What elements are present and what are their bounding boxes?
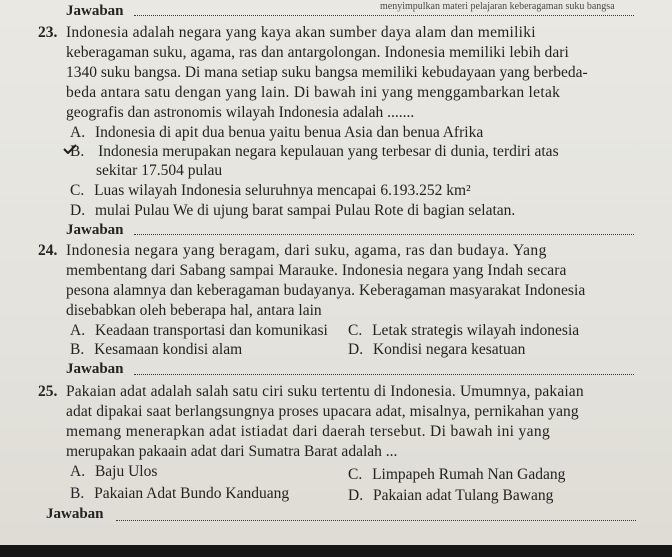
answer-label: Jawaban [46, 506, 104, 522]
option-c[interactable] [348, 466, 565, 483]
option-text: Luas wilayah Indonesia seluruhnya mencapai 6.193.252 km² [94, 182, 471, 199]
option-c[interactable] [348, 322, 579, 339]
option-d[interactable] [70, 202, 515, 219]
option-d[interactable] [348, 341, 525, 358]
question-text-line: Indonesia adalah negara yang kaya akan sumber daya alam dan memiliki [66, 24, 536, 41]
top-note-text: menyimpulkan materi pelajaran keberagaman suku bangsa [380, 1, 615, 12]
option-d[interactable] [348, 487, 553, 504]
option-b[interactable] [70, 341, 242, 358]
answer-label: Jawaban [66, 361, 124, 377]
option-text: mulai Pulau We di ujung barat sampai Pulau Rote di bagian selatan. [94, 202, 516, 219]
answer-line[interactable] [116, 520, 636, 521]
question-text-line: membentang dari Sabang sampai Marauke. Indonesia negara yang Indah secara [66, 262, 567, 279]
option-text: Pakaian Adat Bundo Kanduang [94, 485, 290, 502]
option-text: Indonesia merupakan negara kepulauan yang terbesar di dunia, terdiri atas [98, 143, 559, 160]
option-letter: A. [70, 463, 86, 480]
option-letter: B. [70, 485, 85, 502]
option-text: Kondisi negara kesatuan [372, 341, 526, 358]
answer-line[interactable] [134, 15, 634, 16]
option-a[interactable] [70, 463, 157, 480]
option-letter: C. [348, 322, 363, 339]
option-text: Limpapeh Rumah Nan Gadang [372, 466, 566, 483]
question-text-line: Pakaian adat adalah salah satu ciri suku tertentu di Indonesia. Umumnya, pakaian [66, 383, 584, 400]
answer-line[interactable] [134, 234, 634, 235]
option-letter: D. [70, 202, 86, 219]
answer-label: Jawaban [66, 3, 124, 19]
option-letter: D. [348, 341, 364, 358]
answer-label: Jawaban [66, 222, 124, 238]
option-text: Kesamaan kondisi alam [94, 341, 243, 358]
option-letter: C. [348, 466, 363, 483]
option-text-continued: sekitar 17.504 pulau [96, 162, 223, 179]
question-text-line: pesona alamnya dan keberagaman budayanya. Keberagaman masyarakat Indonesia [66, 282, 586, 299]
option-letter: A. [70, 322, 86, 339]
question-text-line: memang menerapkan adat istiadat dari daerah tersebut. Di bawah ini yang [66, 423, 551, 440]
option-letter: D. [348, 487, 364, 504]
question-text-line: Indonesia negara yang beragam, dari suku, agama, ras dan budaya. Yang [66, 242, 547, 259]
option-text: Baju Ulos [94, 463, 158, 480]
option-c[interactable] [70, 182, 471, 199]
question-number: 23. [38, 24, 58, 41]
question-text-line: adat dipakai saat berlangsungnya proses upacara adat, misalnya, pernikahan yang [66, 403, 579, 420]
option-text: Keadaan transportasi dan komunikasi [94, 322, 328, 339]
question-text-line: geografis dan astronomis wilayah Indonesia adalah ....... [66, 104, 415, 121]
question-text-line: merupakan pakaain adat dari Sumatra Barat adalah ... [66, 443, 398, 460]
bottom-shadow [0, 545, 672, 557]
option-text: Pakaian adat Tulang Bawang [372, 487, 554, 504]
option-b[interactable] [70, 485, 289, 502]
question-number: 25. [38, 383, 58, 400]
option-b[interactable] [70, 143, 559, 160]
question-text-line: disebabkan oleh beberapa hal, antara lain [66, 302, 322, 319]
option-letter: C. [70, 182, 85, 199]
option-letter: B. [70, 143, 85, 160]
option-text: Indonesia di apit dua benua yaitu benua Asia dan benua Afrika [94, 124, 484, 141]
option-letter: A. [70, 124, 86, 141]
option-letter: B. [70, 341, 85, 358]
question-text-line: beda antara satu dengan yang lain. Di bawah ini yang menggambarkan letak [66, 84, 561, 101]
option-a[interactable] [70, 124, 483, 141]
option-a[interactable] [70, 322, 328, 339]
question-text-line: 1340 suku bangsa. Di mana setiap suku bangsa memiliki kebudayaan yang berbeda- [66, 64, 588, 81]
question-number: 24. [38, 242, 58, 259]
option-text: Letak strategis wilayah indonesia [372, 322, 580, 339]
question-text-line: keberagaman suku, agama, ras dan antargolongan. Indonesia memiliki lebih dari [66, 44, 569, 61]
answer-line[interactable] [134, 374, 634, 375]
